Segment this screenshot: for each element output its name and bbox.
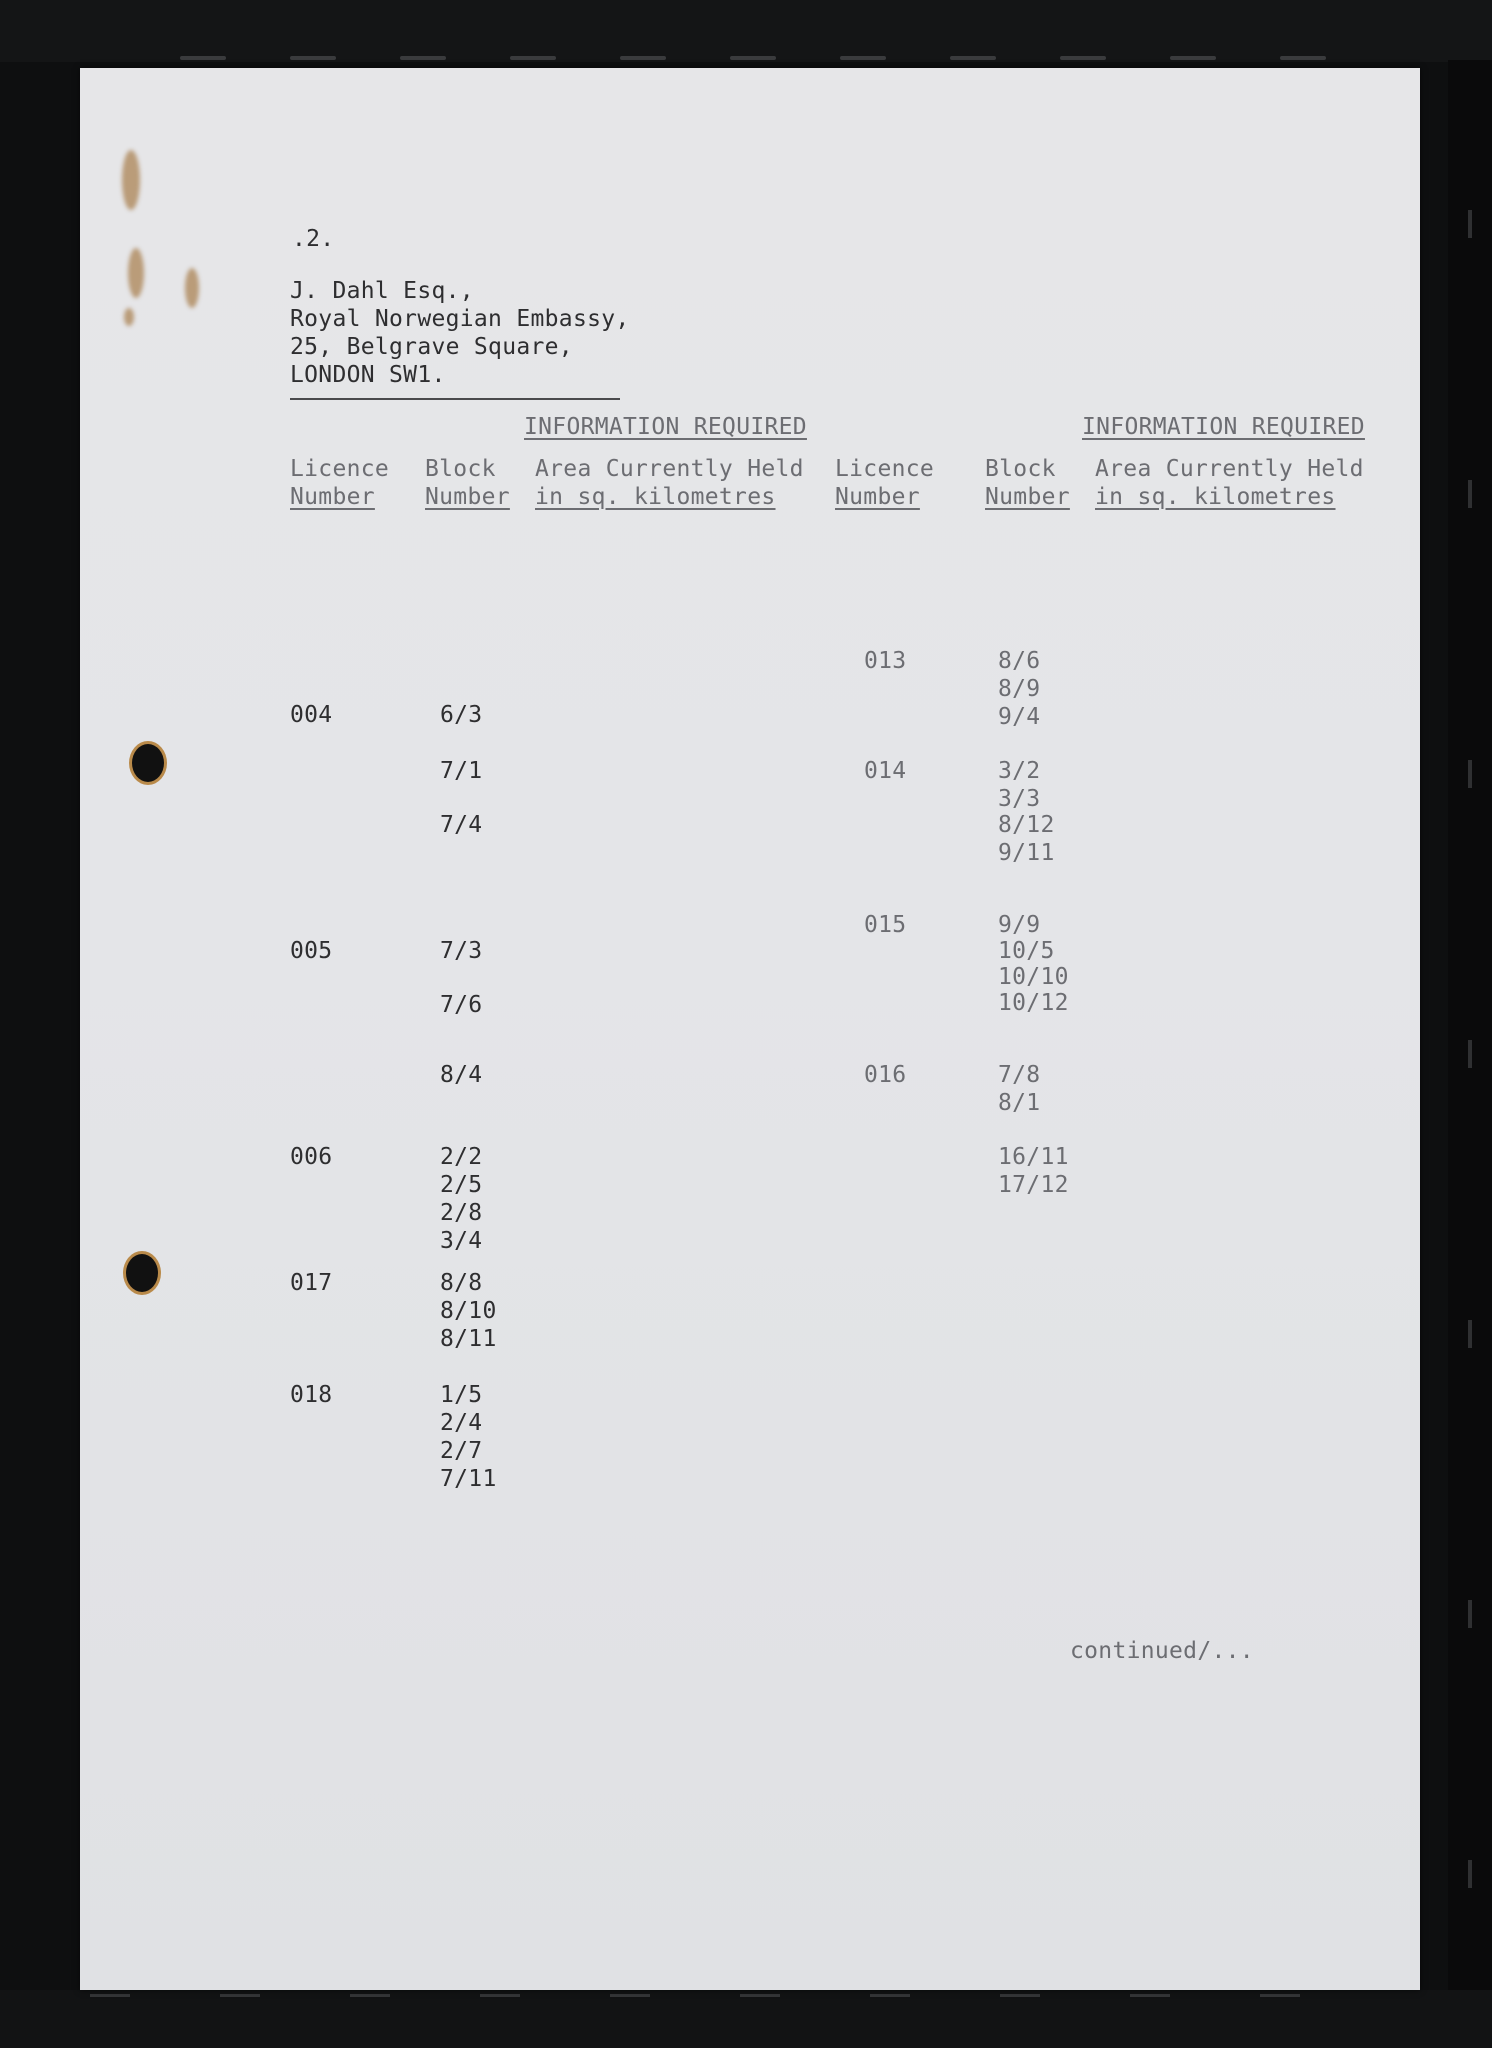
scan-right-edge <box>1448 60 1492 2048</box>
block-number: 2/4 <box>440 1410 483 1436</box>
block-number: 1/5 <box>440 1382 483 1408</box>
block-number: 8/11 <box>440 1326 497 1352</box>
page-number: .2. <box>292 226 335 252</box>
block-number: 16/11 <box>998 1144 1069 1170</box>
continued-note: continued/... <box>1070 1638 1254 1664</box>
block-number: 8/4 <box>440 1062 483 1088</box>
licence-number: 018 <box>290 1382 333 1408</box>
info-heading-left: INFORMATION REQUIRED <box>524 414 807 440</box>
block-number: 7/11 <box>440 1466 497 1492</box>
block-number: 3/4 <box>440 1228 483 1254</box>
block-number: 10/5 <box>998 938 1055 964</box>
address-line: 25, Belgrave Square, <box>290 334 573 360</box>
block-number: 6/3 <box>440 702 483 728</box>
licence-number: 004 <box>290 702 333 728</box>
licence-number: 014 <box>864 758 907 784</box>
block-number: 2/5 <box>440 1172 483 1198</box>
address-line: J. Dahl Esq., <box>290 278 474 304</box>
address-line: LONDON SW1. <box>290 362 446 388</box>
block-number: 7/4 <box>440 812 483 838</box>
block-number: 17/12 <box>998 1172 1069 1198</box>
letter-page: .2. J. Dahl Esq., Royal Norwegian Embassy, 25, Belgrave Square, LONDON SW1. INFORMATION REQUIRED INFORMATION REQUIRED Licence Number Block Number Area Currently Held in sq. kilometres Licence Number Block Number Area Currently Held in sq. kilometres 004 6/3 7/1 7/4 005 7/3 7/6 8/4 006 2/2 2/5 2/8 3/4 017 8/8 8/10 8/11 018 1/5 2/4 2/7 7/11 013 8/6 8/9 9/4 014 3/2 3/3 8/12 9/11 015 9/9 10/5 10/10 10/12 016 7/8 8/1 16/11 17/12 continued/... <box>80 68 1420 1990</box>
block-number: 7/8 <box>998 1062 1041 1088</box>
block-number: 8/10 <box>440 1298 497 1324</box>
block-number: 8/8 <box>440 1270 483 1296</box>
licence-number: 005 <box>290 938 333 964</box>
block-number: 2/2 <box>440 1144 483 1170</box>
scan-top-strip <box>0 0 1492 62</box>
block-number: 2/8 <box>440 1200 483 1226</box>
block-number: 10/12 <box>998 990 1069 1016</box>
address-rule <box>290 398 620 400</box>
licence-number: 017 <box>290 1270 333 1296</box>
block-number: 9/11 <box>998 840 1055 866</box>
address-line: Royal Norwegian Embassy, <box>290 306 630 332</box>
block-number: 8/12 <box>998 812 1055 838</box>
block-number: 9/4 <box>998 704 1041 730</box>
block-number: 3/2 <box>998 758 1041 784</box>
info-heading-right: INFORMATION REQUIRED <box>1082 414 1365 440</box>
block-number: 2/7 <box>440 1438 483 1464</box>
block-number: 10/10 <box>998 964 1069 990</box>
block-number: 7/6 <box>440 992 483 1018</box>
licence-number: 013 <box>864 648 907 674</box>
block-number: 9/9 <box>998 912 1041 938</box>
block-number: 7/3 <box>440 938 483 964</box>
licence-number: 006 <box>290 1144 333 1170</box>
block-number: 8/9 <box>998 676 1041 702</box>
block-number: 3/3 <box>998 786 1041 812</box>
punch-hole-upper <box>132 744 164 782</box>
block-number: 8/1 <box>998 1090 1041 1116</box>
scan-bottom-strip <box>0 1990 1492 2048</box>
block-number: 7/1 <box>440 758 483 784</box>
licence-number: 016 <box>864 1062 907 1088</box>
licence-number: 015 <box>864 912 907 938</box>
punch-hole-lower <box>126 1254 158 1292</box>
block-number: 8/6 <box>998 648 1041 674</box>
